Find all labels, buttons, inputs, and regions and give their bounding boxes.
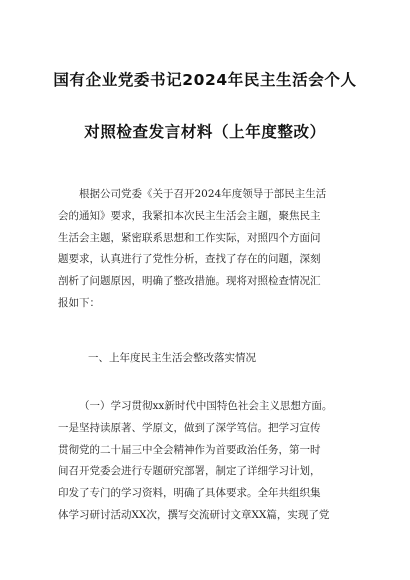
intro-line: 报如下： [58, 296, 100, 309]
intro-line: 生活会主题，紧密联系思想和工作实际，对照四个方面问 [58, 231, 321, 244]
subsection-line: 贯彻党的二十届三中全会精神作为首要政治任务，第一时 [58, 443, 321, 456]
document-title-line-1: 国有企业党委书记2024年民主生活会个人 [53, 71, 357, 89]
intro-line: 会的通知》要求，我紧扣本次民主生活会主题，聚焦民主 [58, 209, 321, 222]
subsection-paragraph [58, 396, 356, 527]
subsection-line: 一是坚持读原著、学原文，做到了深学笃信。把学习宣传 [58, 421, 321, 434]
subsection-line: 间召开党委会进行专题研究部署，制定了详细学习计划， [58, 465, 321, 478]
subsection-line: 印发了专门的学习资料，明确了具体要求。全年共组织集 [58, 487, 321, 500]
section-heading: 一、上年度民主生活会整改落实情况 [88, 352, 256, 364]
intro-paragraph [58, 184, 356, 315]
document-title-line-2: 对照检查发言材料（上年度整改） [84, 123, 326, 141]
intro-line: 根据公司党委《关于召开2024年度领导于部民主生活 [79, 188, 327, 200]
intro-line: 题要求，认真进行了党性分析，查找了存在的问题，深刻 [58, 253, 321, 266]
intro-line: 剖析了问题原因，明确了整改措施。现将对照检查情况汇 [58, 275, 321, 288]
subsection-line: （一）学习贯彻xx新时代中国特色社会主义思想方面。 [79, 400, 333, 412]
subsection-line: 体学习研讨活动XX次，撰写交流研讨文章XX篇，实现了党 [58, 508, 330, 521]
